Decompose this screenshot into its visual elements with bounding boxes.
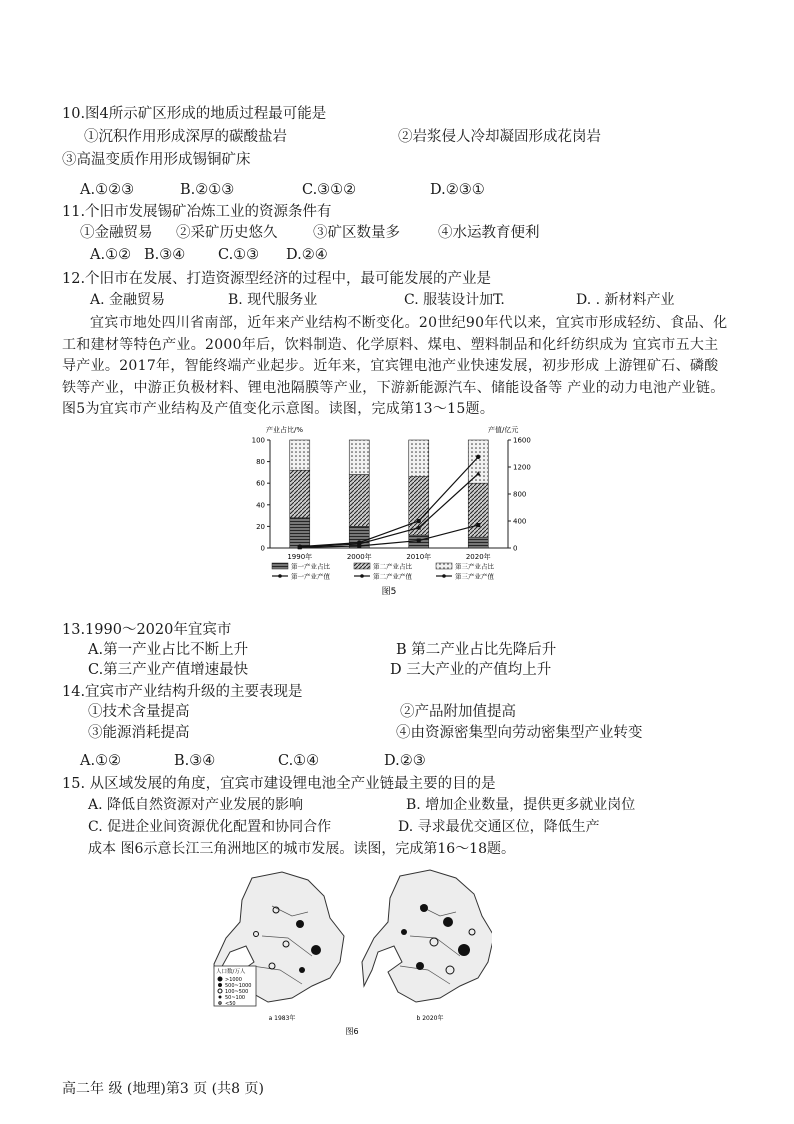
q10-choice-a: A.①②③	[80, 182, 135, 198]
legend-item: >1000	[225, 977, 242, 983]
q14-choice-d: D.②③	[384, 753, 426, 769]
legend-label: 第一产业产值	[291, 572, 330, 581]
q15-stem: 15. 从区域发展的角度，宜宾市建设锂电池全产业链最主要的目的是	[62, 776, 496, 792]
chart-caption: 图5	[381, 587, 397, 597]
x-tick-label: 2010年	[406, 553, 432, 561]
q10-item-1: ①沉积作用形成深厚的碳酸盐岩	[84, 129, 287, 145]
bar-segment	[468, 483, 488, 537]
q14-choice-b: B.③④	[174, 753, 216, 769]
q11-choice-d: D.②④	[286, 247, 328, 263]
q12-choice-c: C. 服装设计加T.	[404, 292, 505, 308]
q14-choice-a: A.①②	[80, 753, 122, 769]
q12-choice-b: B. 现代服务业	[228, 292, 318, 308]
city-marker	[401, 929, 407, 935]
q15-tail-text: 成本 图6示意长江三角洲地区的城市发展。读图，完成第16～18题。	[88, 841, 515, 857]
q10-choice-b: B.②①③	[180, 182, 235, 198]
q11-choice-a: A.①②	[90, 247, 132, 263]
q10-stem: 10.图4所示矿区形成的地质过程最可能是	[62, 106, 327, 122]
bar-segment	[468, 537, 488, 548]
q11-item-3: ③矿区数量多	[313, 225, 400, 241]
q13-choice-d: D 三大产业的产值均上升	[390, 662, 552, 678]
y-tick-label-right: 400	[513, 517, 527, 526]
legend-marker	[442, 574, 446, 578]
legend-label: 第二产业产值	[373, 572, 412, 581]
legend-item: 100~500	[225, 989, 249, 995]
q10-choice-d: D.②③①	[430, 182, 485, 198]
legend-marker	[360, 574, 364, 578]
q12-choice-d: D. . 新材料产业	[576, 292, 675, 308]
city-marker	[420, 904, 428, 912]
q14-stem: 14.宜宾市产业结构升级的主要表现是	[62, 684, 303, 700]
legend-marker	[278, 574, 282, 578]
q13-choice-a: A.第一产业占比不断上升	[88, 642, 249, 658]
legend-label: 第三产业产值	[455, 572, 494, 581]
legend-label: 第二产业占比	[373, 562, 412, 571]
q14-item-3: ③能源消耗提高	[88, 725, 190, 741]
series-line	[300, 474, 479, 547]
bar-segment	[349, 440, 369, 475]
bar-segment	[290, 440, 310, 470]
legend-title: 人口数/万人	[216, 969, 246, 975]
city-marker	[443, 917, 453, 927]
data-point	[417, 539, 421, 543]
data-point	[417, 519, 421, 523]
y-tick-label-right: 1600	[513, 436, 531, 445]
page-footer: 高二年 级 (地理)第3 页 (共8 页)	[62, 1081, 264, 1097]
x-tick-label: 1990年	[287, 553, 313, 561]
bar-segment	[290, 470, 310, 518]
q13-choice-b: B 第二产业占比先降后升	[396, 642, 557, 658]
figure5-chart	[238, 418, 548, 618]
q11-stem: 11.个旧市发展锡矿冶炼工业的资源条件有	[62, 204, 332, 220]
q15-choice-a: A. 降低自然资源对产业发展的影响	[88, 797, 304, 813]
q14-item-4: ④由资源密集型向劳动密集型产业转变	[396, 725, 643, 741]
legend-label: 第三产业占比	[455, 562, 494, 571]
q14-item-1: ①技术含量提高	[88, 704, 190, 720]
q11-item-4: ④水运教育便利	[438, 225, 540, 241]
data-point	[476, 455, 480, 459]
legend-swatch	[272, 563, 288, 569]
legend-item: 50~100	[225, 995, 246, 1001]
bar-segment	[290, 518, 310, 548]
q13-choice-c: C.第三产业产值增速最快	[88, 662, 249, 678]
q13-stem: 13.1990～2020年宜宾市	[62, 622, 232, 638]
figure6-legend	[214, 966, 256, 1007]
y-axis-right-label: 产值/亿元	[488, 426, 519, 434]
city-marker	[296, 920, 304, 928]
legend-item: <50	[225, 1001, 236, 1007]
y-tick-label-right: 1200	[513, 463, 531, 472]
map-b-label: b 2020年	[416, 1015, 444, 1022]
map-b	[362, 870, 492, 1002]
city-marker	[416, 962, 424, 970]
figure6-maps	[212, 866, 492, 1046]
legend-label: 第一产业占比	[291, 562, 330, 571]
series-line	[300, 457, 479, 547]
q15-choice-b: B. 增加企业数量，提供更多就业岗位	[406, 797, 636, 813]
y-tick-label-right: 0	[513, 544, 518, 553]
q14-item-2: ②产品附加值提高	[400, 704, 516, 720]
q12-stem: 12.个旧市在发展、打造资源型经济的过程中，最可能发展的产业是	[62, 271, 492, 287]
y-tick-label-right: 800	[513, 490, 527, 499]
y-tick-label-left: 40	[256, 501, 265, 510]
y-tick-label-left: 80	[256, 458, 265, 467]
q12-choice-a: A. 金融贸易	[90, 292, 166, 308]
passage-yibin: 宜宾市地处四川省南部，近年来产业结构不断变化。20世纪90年代以来，宜宾市形成轻纺、食品、化工和建材等特色产业。2000年后，饮料制造、化学原料、煤电、塑料制品和化纤纺织成为 宜宾市五大主导产业。2017年，智能终端产业起步。近年来，宜宾锂电池产业快速发展，初步形成 上游锂矿石、磷酸铁等产业，中游正负极材料、锂电池隔膜等产业，下游新能源汽车、储能设备等 产业的动力电池产业链。图5为宜宾市产业结构及产值变化示意图。读图，完成第13～15题。	[62, 315, 728, 417]
bar-segment	[409, 440, 429, 477]
y-tick-label-left: 60	[256, 479, 265, 488]
x-tick-label: 2020年	[465, 553, 491, 561]
q11-item-1: ①金融贸易	[80, 225, 153, 241]
q10-item-3: ③高温变质作用形成锡铜矿床	[62, 152, 251, 168]
city-marker	[458, 944, 470, 956]
map-b-outline	[362, 870, 492, 1002]
y-tick-label-left: 100	[251, 436, 265, 445]
legend-swatch	[354, 563, 370, 569]
q11-choice-c: C.①③	[218, 247, 260, 263]
q14-choice-c: C.①④	[278, 753, 320, 769]
data-point	[476, 523, 480, 527]
bar-segment	[468, 440, 488, 483]
figure6-caption: 图6	[345, 1027, 359, 1036]
q10-choice-c: C.③①②	[302, 182, 357, 198]
q10-item-2: ②岩浆侵人冷却凝固形成花岗岩	[398, 129, 601, 145]
x-tick-label: 2000年	[346, 553, 372, 561]
q11-item-2: ②采矿历史悠久	[176, 225, 278, 241]
y-tick-label-left: 0	[260, 544, 265, 553]
legend-item: 500~1000	[225, 983, 252, 989]
y-axis-left-label: 产业占比/%	[266, 426, 304, 434]
q15-choice-c: C. 促进企业间资源优化配置和协同合作	[88, 819, 332, 835]
bar-segment	[349, 475, 369, 527]
city-marker	[311, 945, 321, 955]
city-marker	[299, 967, 305, 973]
y-tick-label-left: 20	[256, 522, 265, 531]
legend-swatch	[436, 563, 452, 569]
map-a-label: a 1983年	[268, 1015, 296, 1022]
q15-choice-d: D. 寻求最优交通区位，降低生产	[398, 819, 600, 835]
q11-choice-b: B.③④	[144, 247, 186, 263]
